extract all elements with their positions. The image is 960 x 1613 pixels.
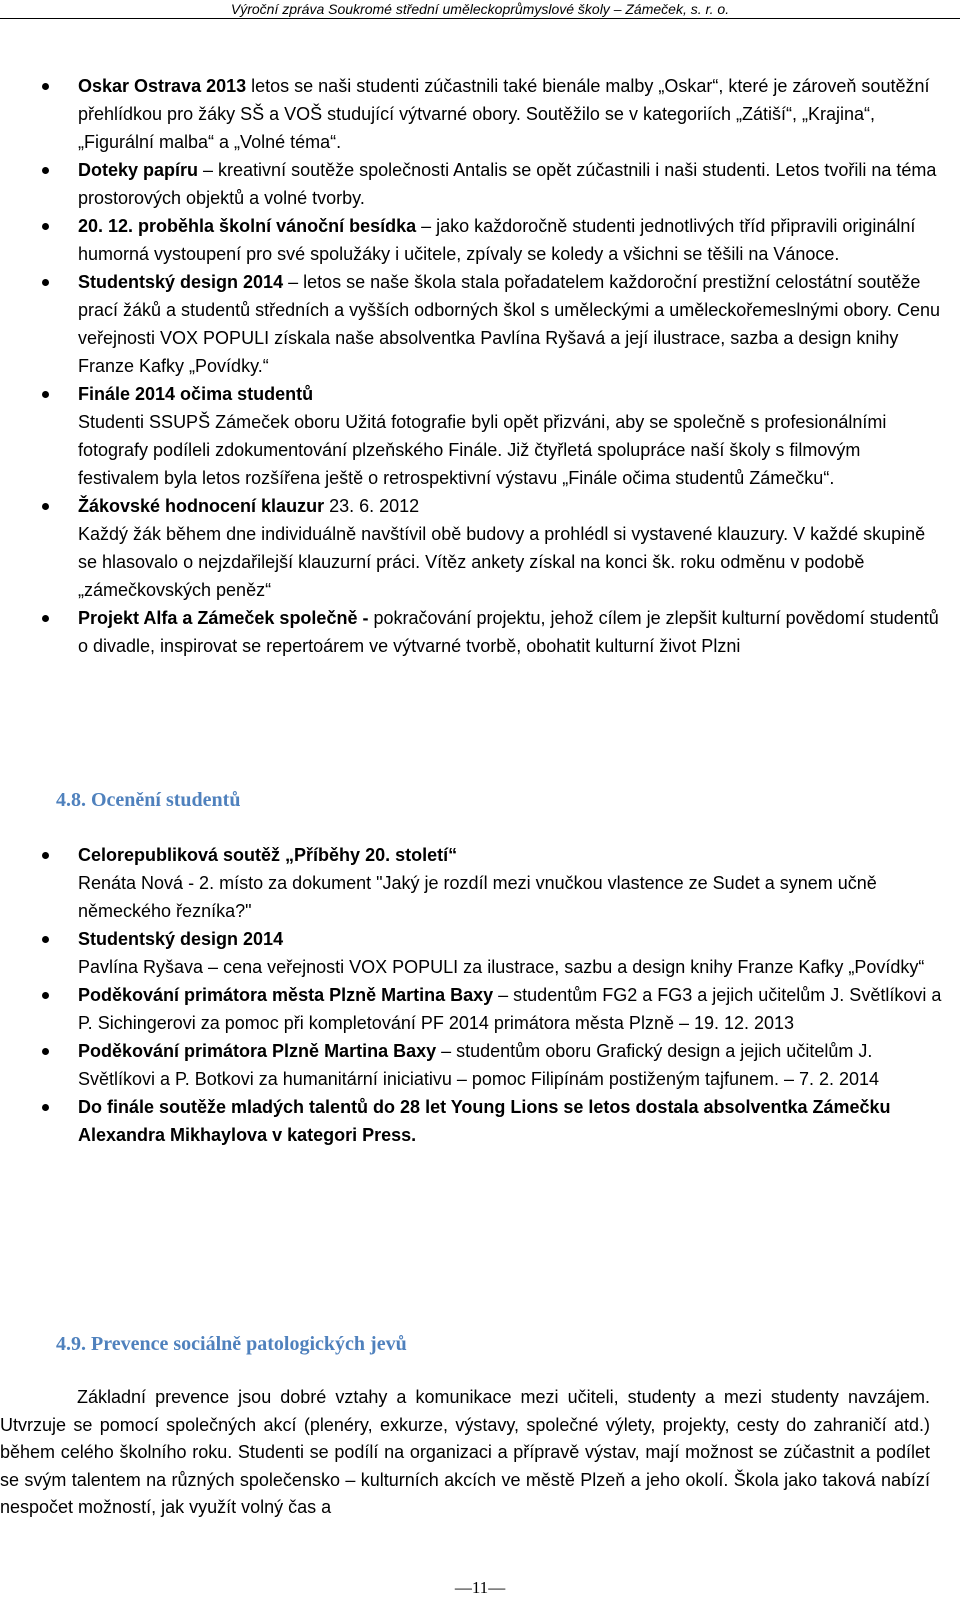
list-item-oskar [42, 72, 942, 156]
section-number: 4.8. [56, 789, 86, 811]
list-item-klauzury [42, 492, 942, 604]
awards-list [42, 841, 942, 1149]
section-heading-prevence [56, 1330, 407, 1358]
item-title: Žákovské hodnocení klauzur [78, 496, 325, 516]
item-title: Doteky papíru [78, 160, 199, 180]
section-number: 4.9. [56, 1333, 86, 1355]
section-title: Ocenění studentů [91, 789, 241, 811]
page-number: —11— [454, 1578, 506, 1597]
list-item-pribehy [42, 841, 942, 925]
page-header [0, 0, 960, 18]
bullet-icon [42, 992, 49, 999]
item-title: Celorepubliková soutěž „Příběhy 20. století“ [78, 845, 458, 865]
item-text: Renáta Nová - 2. místo za dokument "Jaký je rozdíl mezi vnučkou vlastence ze Sudet a synem učně německého řezníka?" [78, 873, 877, 921]
item-text: – letos se naše škola stala pořadatelem každoroční prestižní celostátní soutěže prací žáků a studentů středních a vyšších odborných škol s uměleckými a uměleckořemeslnými obory. Cenu veřejnosti VOX POPULI získala naše absolventka Pavlína Ryšavá a její ilustrace, sazba a design knihy Franze Kafky „Povídky.“ [78, 272, 941, 376]
list-item-besidka [42, 212, 942, 268]
item-title: 20. 12. proběhla školní vánoční besídka [78, 216, 417, 236]
item-text: letos se naši studenti zúčastnili také bienále malby „Oskar“, které je zároveň soutěžní přehlídkou pro žáky SŠ a VOŠ studující výtvarné obory. Soutěžilo se v kategoriích „Zátiší“, „Krajina“, „Figurální malba“ a „Volné téma“. [78, 76, 930, 152]
item-title: Poděkování primátora Plzně Martina Baxy [78, 1041, 437, 1061]
header-title: Výroční zpráva Soukromé střední uměleckoprůmyslové školy – Zámeček, s. r. o. [230, 1, 730, 17]
item-text: Pavlína Ryšava – cena veřejnosti VOX POPULI za ilustrace, sazbu a design knihy Franze Kafky „Povídky“ [78, 957, 925, 977]
prevence-paragraph: Základní prevence jsou dobré vztahy a komunikace mezi učiteli, studenty a mezi studenty navzájem. Utvrzuje se pomocí společných akcí (plenéry, exkurze, výstavy, společné výlety, projekty, cesty do zahraničí atd.) během celého školního roku. Studenti se podílí na organizaci a přípravě výstav, mají možnost se zúčastnit a podílet se svým talentem na různých společensko – kulturních akcích ve městě Plzeň a jeho okolí. Škola jako taková nabízí nespočet možností, jak využít volný čas a [0, 1387, 930, 1517]
item-text: pokračování projektu, jehož cílem je zlepšit kulturní povědomí studentů o divadle, inspirovat se repertoárem ve výtvarné tvorbě, obohatit kulturní život Plzni [78, 608, 939, 656]
item-title: Finále 2014 očima studentů [78, 384, 314, 404]
list-item-studentsky-design [42, 268, 942, 380]
item-title: Projekt Alfa a Zámeček společně - [78, 608, 369, 628]
item-text: Studenti SSUPŠ Zámeček oboru Užitá fotografie byli opět přizváni, aby se společně s profesionálními fotografy podíleli zdokumentování plzeňského Finále. Již čtyřletá spolupráce naší školy s filmovým festivalem byla letos rozšířena ještě o retrospektivní výstavu „Finále očima studentů Zámečku“. [78, 412, 887, 488]
bullet-icon [42, 936, 49, 943]
bullet-icon [42, 503, 49, 510]
bullet-icon [42, 615, 49, 622]
bullet-icon [42, 83, 49, 90]
bullet-icon [42, 279, 49, 286]
item-text: – kreativní soutěže společnosti Antalis se opět zúčastnili i naši studenti. Letos tvořili na téma prostorových objektů a volné tvorby. [78, 160, 937, 208]
activities-list [42, 72, 942, 660]
list-item-young-lions [42, 1093, 942, 1149]
item-title: Oskar Ostrava 2013 [78, 76, 247, 96]
item-title: Poděkování primátora města Plzně Martina Baxy [78, 985, 494, 1005]
list-item-podekovani-filipiny [42, 1037, 942, 1093]
section-heading-ocenení [56, 786, 240, 814]
list-item-doteky [42, 156, 942, 212]
list-item-finale [42, 380, 942, 492]
bullet-icon [42, 1104, 49, 1111]
section-title: Prevence sociálně patologických jevů [91, 1333, 407, 1355]
item-text: Každý žák během dne individuálně navštívil obě budovy a prohlédl si vystavené klauzury. V každé skupině se hlasovalo o nejzdařilejší klauzurní práci. Vítěz ankety získal na konci šk. roku odměnu v podobě „zámečkovských peněz“ [78, 524, 926, 600]
list-item-studentsky-design-award [42, 925, 942, 981]
list-item-podekovani-pf [42, 981, 942, 1037]
page-footer [0, 1578, 960, 1598]
bullet-icon [42, 1048, 49, 1055]
bullet-icon [42, 223, 49, 230]
item-title: Do finále soutěže mladých talentů do 28 let Young Lions se letos dostala absolventka Zámečku Alexandra Mikhaylova v kategori Press. [78, 1097, 891, 1145]
bullet-icon [42, 391, 49, 398]
item-text: – studentům oboru Grafický design a jejich učitelům J. Světlíkovi a P. Botkovi za humanitární iniciativu – pomoc Filipínám postiženým tajfunem. – 7. 2. 2014 [78, 1041, 880, 1089]
list-item-alfa [42, 604, 942, 660]
header-rule [0, 18, 960, 19]
item-title: Studentský design 2014 [78, 929, 284, 949]
bullet-icon [42, 852, 49, 859]
item-text: – jako každoročně studenti jednotlivých tříd připravili originální humorná vystoupení pro své spolužáky i učitele, zpívaly se koledy a všichni se těšili na Vánoce. [78, 216, 916, 264]
item-title: Studentský design 2014 [78, 272, 284, 292]
item-date: 23. 6. 2012 [324, 496, 420, 516]
item-text: – studentům FG2 a FG3 a jejich učitelům J. Světlíkovi a P. Sichingerovi za pomoc při kompletování PF 2014 primátora města Plzně – 19. 12. 2013 [78, 985, 942, 1033]
bullet-icon [42, 167, 49, 174]
